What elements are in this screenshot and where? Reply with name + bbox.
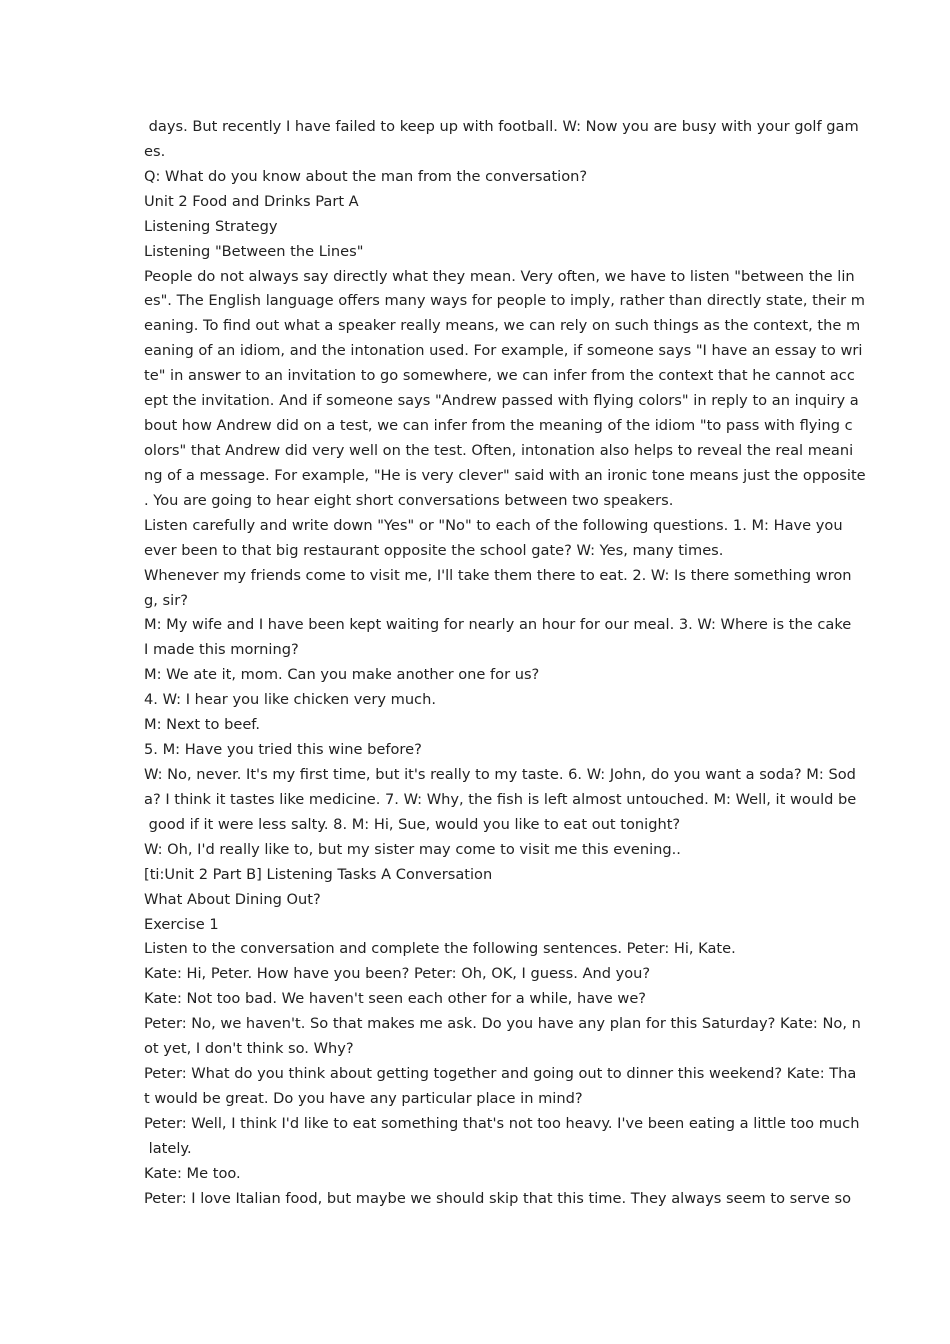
text-line: ever been to that big restaurant opposite the school gate? W: Yes, many times. bbox=[144, 541, 724, 559]
text-line: Kate: Not too bad. We haven't seen each other for a while, have we? bbox=[144, 990, 647, 1008]
text-line: . You are going to hear eight short conversations between two speakers. bbox=[144, 491, 674, 509]
text-line: 5. M: Have you tried this wine before? bbox=[144, 741, 422, 759]
text-line: es. bbox=[144, 142, 166, 160]
text-line: te" in answer to an invitation to go somewhere, we can infer from the context that he cannot acc bbox=[144, 367, 855, 385]
text-line: Listen carefully and write down "Yes" or "No" to each of the following questions. 1. M: Have you bbox=[144, 516, 843, 534]
text-line: [ti:Unit 2 Part B] Listening Tasks A Conversation bbox=[144, 865, 493, 883]
text-line: W: No, never. It's my first time, but it's really to my taste. 6. W: John, do you want a soda? M: Sod bbox=[144, 765, 856, 783]
text-line: eaning of an idiom, and the intonation used. For example, if someone says "I have an essay to wri bbox=[144, 342, 863, 360]
text-line: People do not always say directly what they mean. Very often, we have to listen "between the lin bbox=[144, 267, 855, 285]
text-line: Peter: What do you think about getting together and going out to dinner this weekend? Kate: Tha bbox=[144, 1065, 857, 1083]
text-line: Kate: Hi, Peter. How have you been? Peter: Oh, OK, I guess. And you? bbox=[144, 965, 651, 983]
text-line: What About Dining Out? bbox=[144, 890, 321, 908]
text-line: Peter: I love Italian food, but maybe we should skip that this time. They always seem to serve so bbox=[144, 1189, 852, 1207]
text-line: eaning. To find out what a speaker really means, we can rely on such things as the context, the m bbox=[144, 317, 861, 335]
text-line: ot yet, I don't think so. Why? bbox=[144, 1040, 354, 1058]
text-line: M: Next to beef. bbox=[144, 716, 261, 734]
text-line: Listen to the conversation and complete the following sentences. Peter: Hi, Kate. bbox=[144, 940, 736, 958]
text-line: es". The English language offers many ways for people to imply, rather than directly state, their m bbox=[144, 292, 866, 310]
text-line: olors" that Andrew did very well on the test. Often, intonation also helps to reveal the real meani bbox=[144, 441, 854, 459]
text-line: Peter: No, we haven't. So that makes me ask. Do you have any plan for this Saturday? Kate: No, n bbox=[144, 1015, 861, 1033]
text-line: g, sir? bbox=[144, 591, 188, 609]
text-line: Unit 2 Food and Drinks Part A bbox=[144, 192, 359, 210]
text-line: W: Oh, I'd really like to, but my sister may come to visit me this evening.. bbox=[144, 840, 681, 858]
text-line: M: My wife and I have been kept waiting for nearly an hour for our meal. 3. W: Where is the cake bbox=[144, 616, 852, 634]
text-line: ept the invitation. And if someone says "Andrew passed with flying colors" in reply to an inquiry a bbox=[144, 392, 859, 410]
text-line: ng of a message. For example, "He is very clever" said with an ironic tone means just the opposite bbox=[144, 466, 866, 484]
text-line: t would be great. Do you have any particular place in mind? bbox=[144, 1089, 583, 1107]
text-line: Listening "Between the Lines" bbox=[144, 242, 364, 260]
text-line: Exercise 1 bbox=[144, 915, 219, 933]
text-line: a? I think it tastes like medicine. 7. W: Why, the fish is left almost untouched. M: Well, it would be bbox=[144, 790, 857, 808]
text-line: good if it were less salty. 8. M: Hi, Sue, would you like to eat out tonight? bbox=[144, 815, 681, 833]
text-line: Q: What do you know about the man from the conversation? bbox=[144, 167, 588, 185]
text-line: Kate: Me too. bbox=[144, 1164, 241, 1182]
document-body bbox=[144, 115, 866, 1212]
text-line: lately. bbox=[144, 1139, 192, 1157]
text-line: days. But recently I have failed to keep up with football. W: Now you are busy with your golf gam bbox=[144, 118, 859, 135]
text-line: Listening Strategy bbox=[144, 217, 278, 235]
text-line: Whenever my friends come to visit me, I'll take them there to eat. 2. W: Is there something wron bbox=[144, 566, 852, 584]
text-line: M: We ate it, mom. Can you make another one for us? bbox=[144, 666, 540, 684]
text-line: bout how Andrew did on a test, we can infer from the meaning of the idiom "to pass with flying c bbox=[144, 417, 853, 435]
text-line: Peter: Well, I think I'd like to eat something that's not too heavy. I've been eating a little too much bbox=[144, 1114, 860, 1132]
text-line: 4. W: I hear you like chicken very much. bbox=[144, 691, 436, 709]
text-line: I made this morning? bbox=[144, 641, 299, 659]
